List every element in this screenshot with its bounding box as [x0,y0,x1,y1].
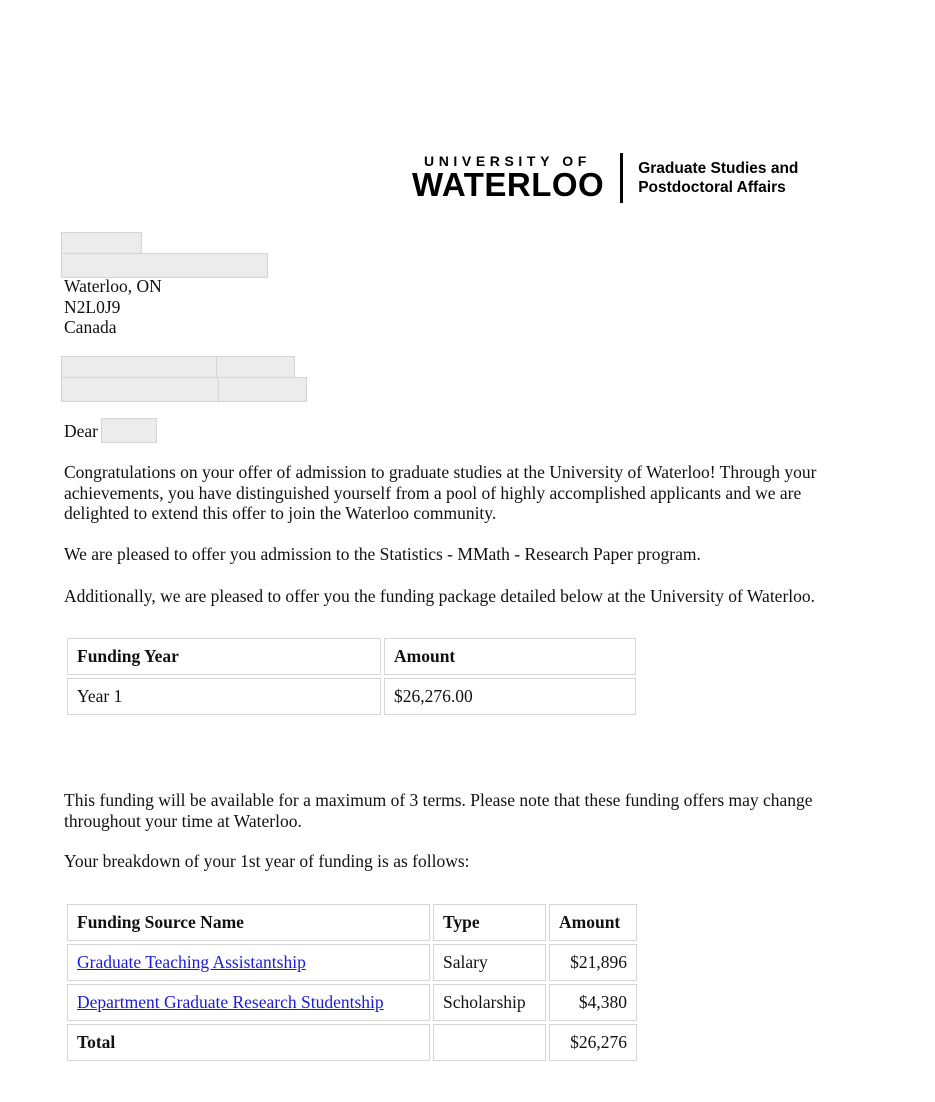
terms-paragraph: This funding will be available for a maximum of 3 terms. Please note that these funding offers may change throughout your time at Waterloo. [64,790,813,831]
breakdown-intro-paragraph: Your breakdown of your 1st year of funding is as follows: [64,851,470,871]
cell-amount: $4,380 [549,984,637,1021]
university-logo [412,152,798,204]
redacted-name [61,232,142,254]
table-row [67,984,637,1021]
cell-type: Salary [433,944,546,981]
cell-source-name [67,984,430,1021]
address-postal-code: N2L0J9 [64,297,121,317]
cell-source-name [67,944,430,981]
department-graduate-research-studentship-link[interactable]: Department Graduate Research Studentship [77,992,384,1012]
table-header-row [67,904,637,941]
address-city: Waterloo, ON [64,276,162,296]
logo-dept-line2: Postdoctoral Affairs [638,179,786,196]
header-type: Type [433,904,546,941]
cell-amount: $26,276.00 [384,678,636,715]
header-funding-source-name: Funding Source Name [67,904,430,941]
program-paragraph: We are pleased to offer you admission to the Statistics - MMath - Research Paper program. [64,544,701,564]
cell-total-label: Total [67,1024,430,1061]
logo-department [638,159,798,197]
graduate-teaching-assistantship-link[interactable]: Graduate Teaching Assistantship [77,952,306,972]
address-country: Canada [64,317,117,337]
logo-divider [620,153,623,203]
salutation: Dear [64,421,99,441]
header-amount: Amount [384,638,636,675]
funding-table [64,635,639,718]
logo-dept-line1: Graduate Studies and [638,160,799,177]
breakdown-table [64,901,640,1064]
cell-total-amount: $26,276 [549,1024,637,1061]
funding-intro-paragraph: Additionally, we are pleased to offer you the funding package detailed below at the University of Waterloo. [64,586,816,606]
table-total-row [67,1024,637,1061]
redacted-street [61,253,268,278]
table-row [67,944,637,981]
redacted-field-2b [218,377,307,402]
logo-wordmark [412,154,604,202]
table-row [67,678,636,715]
cell-type: Scholarship [433,984,546,1021]
logo-waterloo: WATERLOO [412,166,605,203]
redacted-field-1a [61,356,217,378]
logo-university-of: UNIVERSITY OF [424,153,591,169]
cell-amount: $21,896 [549,944,637,981]
redacted-field-1b [216,356,295,378]
header-amount: Amount [549,904,637,941]
redacted-field-2a [61,377,219,402]
header-funding-year: Funding Year [67,638,381,675]
cell-total-type [433,1024,546,1061]
cell-funding-year: Year 1 [67,678,381,715]
congratulations-paragraph: Congratulations on your offer of admission to graduate studies at the University of Waterloo! Through your achievements, you have distinguished yourself from a pool of highly accomplished applicants and we are delighted to extend this offer to join the Waterloo community. [64,462,817,523]
redacted-recipient-name [101,418,157,443]
table-header-row [67,638,636,675]
